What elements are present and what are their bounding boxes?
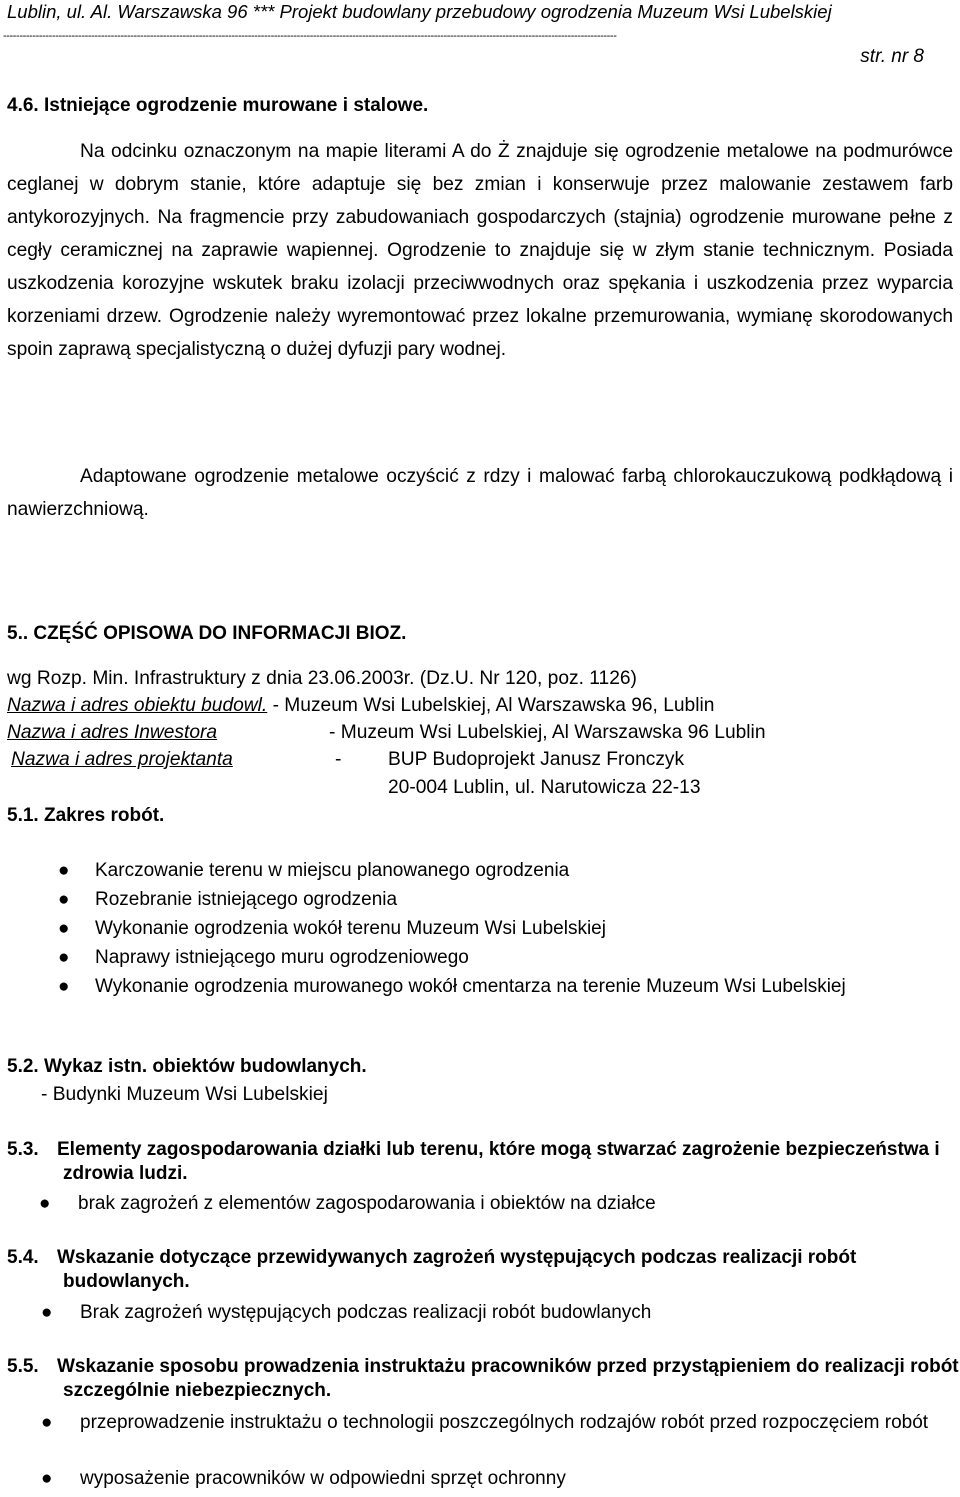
list-item: [39, 1190, 953, 1218]
running-header: Lublin, ul. Al. Warszawska 96 *** Projekt budowlany przebudowy ogrodzenia Muzeum Wsi Lubelskiej: [7, 1, 832, 22]
investor-label: Nazwa i adres Inwestora: [7, 722, 218, 743]
list-item: [58, 972, 953, 1001]
bullet-icon: ●: [41, 1412, 53, 1433]
section-5-5-number: 5.5.: [7, 1356, 39, 1377]
section-5-2-item: - Budynki Muzeum Wsi Lubelskiej: [41, 1084, 328, 1105]
list-item: [41, 1299, 953, 1327]
bullet-icon: ●: [58, 976, 70, 997]
designer-value: BUP Budoprojekt Janusz Fronczyk: [388, 749, 685, 770]
section-4-6-heading: 4.6. Istniejące ogrodzenie murowane i stalowe.: [7, 95, 429, 116]
paragraph-1-text: Na odcinku oznaczonym na mapie literami A do Ż znajduje się ogrodzenie metalowe na podmurówce ceglanej w dobrym stanie, które adaptuje się bez zmian i konserwuje przez malowanie zestawem farb antykorozyjnych. Na fragmencie przy zabudowaniach gospodarczych (stajnia) ogrodzenie murowane pełne z cegły ceramicznej na zaprawie wapiennej. Ogrodzenie to znajduje się w złym stanie technicznym. Posiada uszkodzenia korozyjne wskutek braku izolacji przeciwwodnych oraz spękania i uszkodzenia przez wyparcia korzeniami drzew. Ogrodzenie należy wyremontować przez lokalne przemurowania, wymianę skorodowanych spoin zaprawą specjalistyczną o dużej dyfuzji pary wodnej.: [7, 141, 953, 360]
list-item-text: Brak zagrożeń występujących podczas realizacji robót budowlanych: [80, 1302, 652, 1323]
object-line: [7, 694, 714, 718]
bullet-icon: ●: [39, 1193, 51, 1214]
object-value: - Muzeum Wsi Lubelskiej, Al Warszawska 96, Lublin: [267, 695, 715, 716]
list-item-text: Rozebranie istniejącego ogrodzenia: [95, 889, 398, 910]
list-item-text: Wykonanie ogrodzenia murowanego wokół cmentarza na terenie Muzeum Wsi Lubelskiej: [95, 976, 846, 997]
designer-dash: -: [335, 749, 342, 770]
section-5-5-heading: [7, 1355, 960, 1403]
section-4-6-paragraph-2: [7, 460, 953, 526]
section-5-4-heading: [7, 1246, 953, 1294]
section-5-heading: 5.. CZĘŚĆ OPISOWA DO INFORMACJI BIOZ.: [7, 623, 407, 644]
list-item: [41, 1410, 953, 1436]
list-item-text: wyposażenie pracowników w odpowiedni sprzęt ochronny: [80, 1468, 566, 1489]
bullet-icon: ●: [41, 1302, 53, 1323]
list-item: [58, 856, 953, 885]
list-item-text: Wykonanie ogrodzenia wokół terenu Muzeum Wsi Lubelskiej: [95, 918, 606, 939]
investor-value: - Muzeum Wsi Lubelskiej, Al Warszawska 96 Lublin: [329, 722, 766, 743]
bullet-icon: ●: [58, 918, 70, 939]
paragraph-2-text: Adaptowane ogrodzenie metalowe oczyścić z rdzy i malować farbą chlorokauczukową podkłądową i nawierzchniową.: [7, 466, 953, 520]
section-5-4-title: Wskazanie dotyczące przewidywanych zagrożeń występujących podczas realizacji robót budowlanych.: [57, 1247, 857, 1292]
page-number: str. nr 8: [860, 46, 924, 67]
list-item-text: brak zagrożeń z elementów zagospodarowania i obiektów na działce: [78, 1193, 656, 1214]
section-5-5-title: Wskazanie sposobu prowadzenia instruktażu pracowników przed przystąpieniem do realizacji robót szczególnie niebezpiecznych.: [57, 1356, 959, 1401]
section-4-6-paragraph-1: [7, 135, 953, 366]
list-item: [58, 943, 953, 972]
list-item-text: Naprawy istniejącego muru ogrodzeniowego: [95, 947, 469, 968]
regulation-line: wg Rozp. Min. Infrastruktury z dnia 23.06.2003r. (Dz.U. Nr 120, poz. 1126): [7, 668, 637, 689]
designer-address: 20-004 Lublin, ul. Narutowicza 22-13: [388, 777, 701, 798]
list-item-text: Karczowanie terenu w miejscu planowanego ogrodzenia: [95, 860, 570, 881]
section-5-3-number: 5.3.: [7, 1139, 39, 1160]
object-label: Nazwa i adres obiektu budowl.: [7, 695, 268, 716]
header-divider: --------------------------------------------------------------------------------------------------------------------------------------------------------------------------------------------: [3, 30, 617, 42]
designer-label: Nazwa i adres projektanta: [11, 749, 233, 770]
bullet-icon: ●: [58, 860, 70, 881]
section-5-2-heading: 5.2. Wykaz istn. obiektów budowlanych.: [7, 1056, 367, 1077]
section-5-4-number: 5.4.: [7, 1247, 39, 1268]
bullet-icon: ●: [58, 947, 70, 968]
list-item-text: przeprowadzenie instruktażu o technologii poszczególnych rodzajów robót przed rozpoczęciem robót: [80, 1412, 929, 1433]
bullet-icon: ●: [58, 889, 70, 910]
list-item: [58, 914, 953, 943]
list-item: [41, 1465, 953, 1493]
bullet-icon: ●: [41, 1468, 53, 1489]
section-5-1-heading: 5.1. Zakres robót.: [7, 805, 165, 826]
section-5-3-title: Elementy zagospodarowania działki lub terenu, które mogą stwarzać zagrożenie bezpieczeństwa i zdrowia ludzi.: [57, 1139, 940, 1184]
list-item: [58, 885, 953, 914]
section-5-3-heading: [7, 1138, 953, 1186]
